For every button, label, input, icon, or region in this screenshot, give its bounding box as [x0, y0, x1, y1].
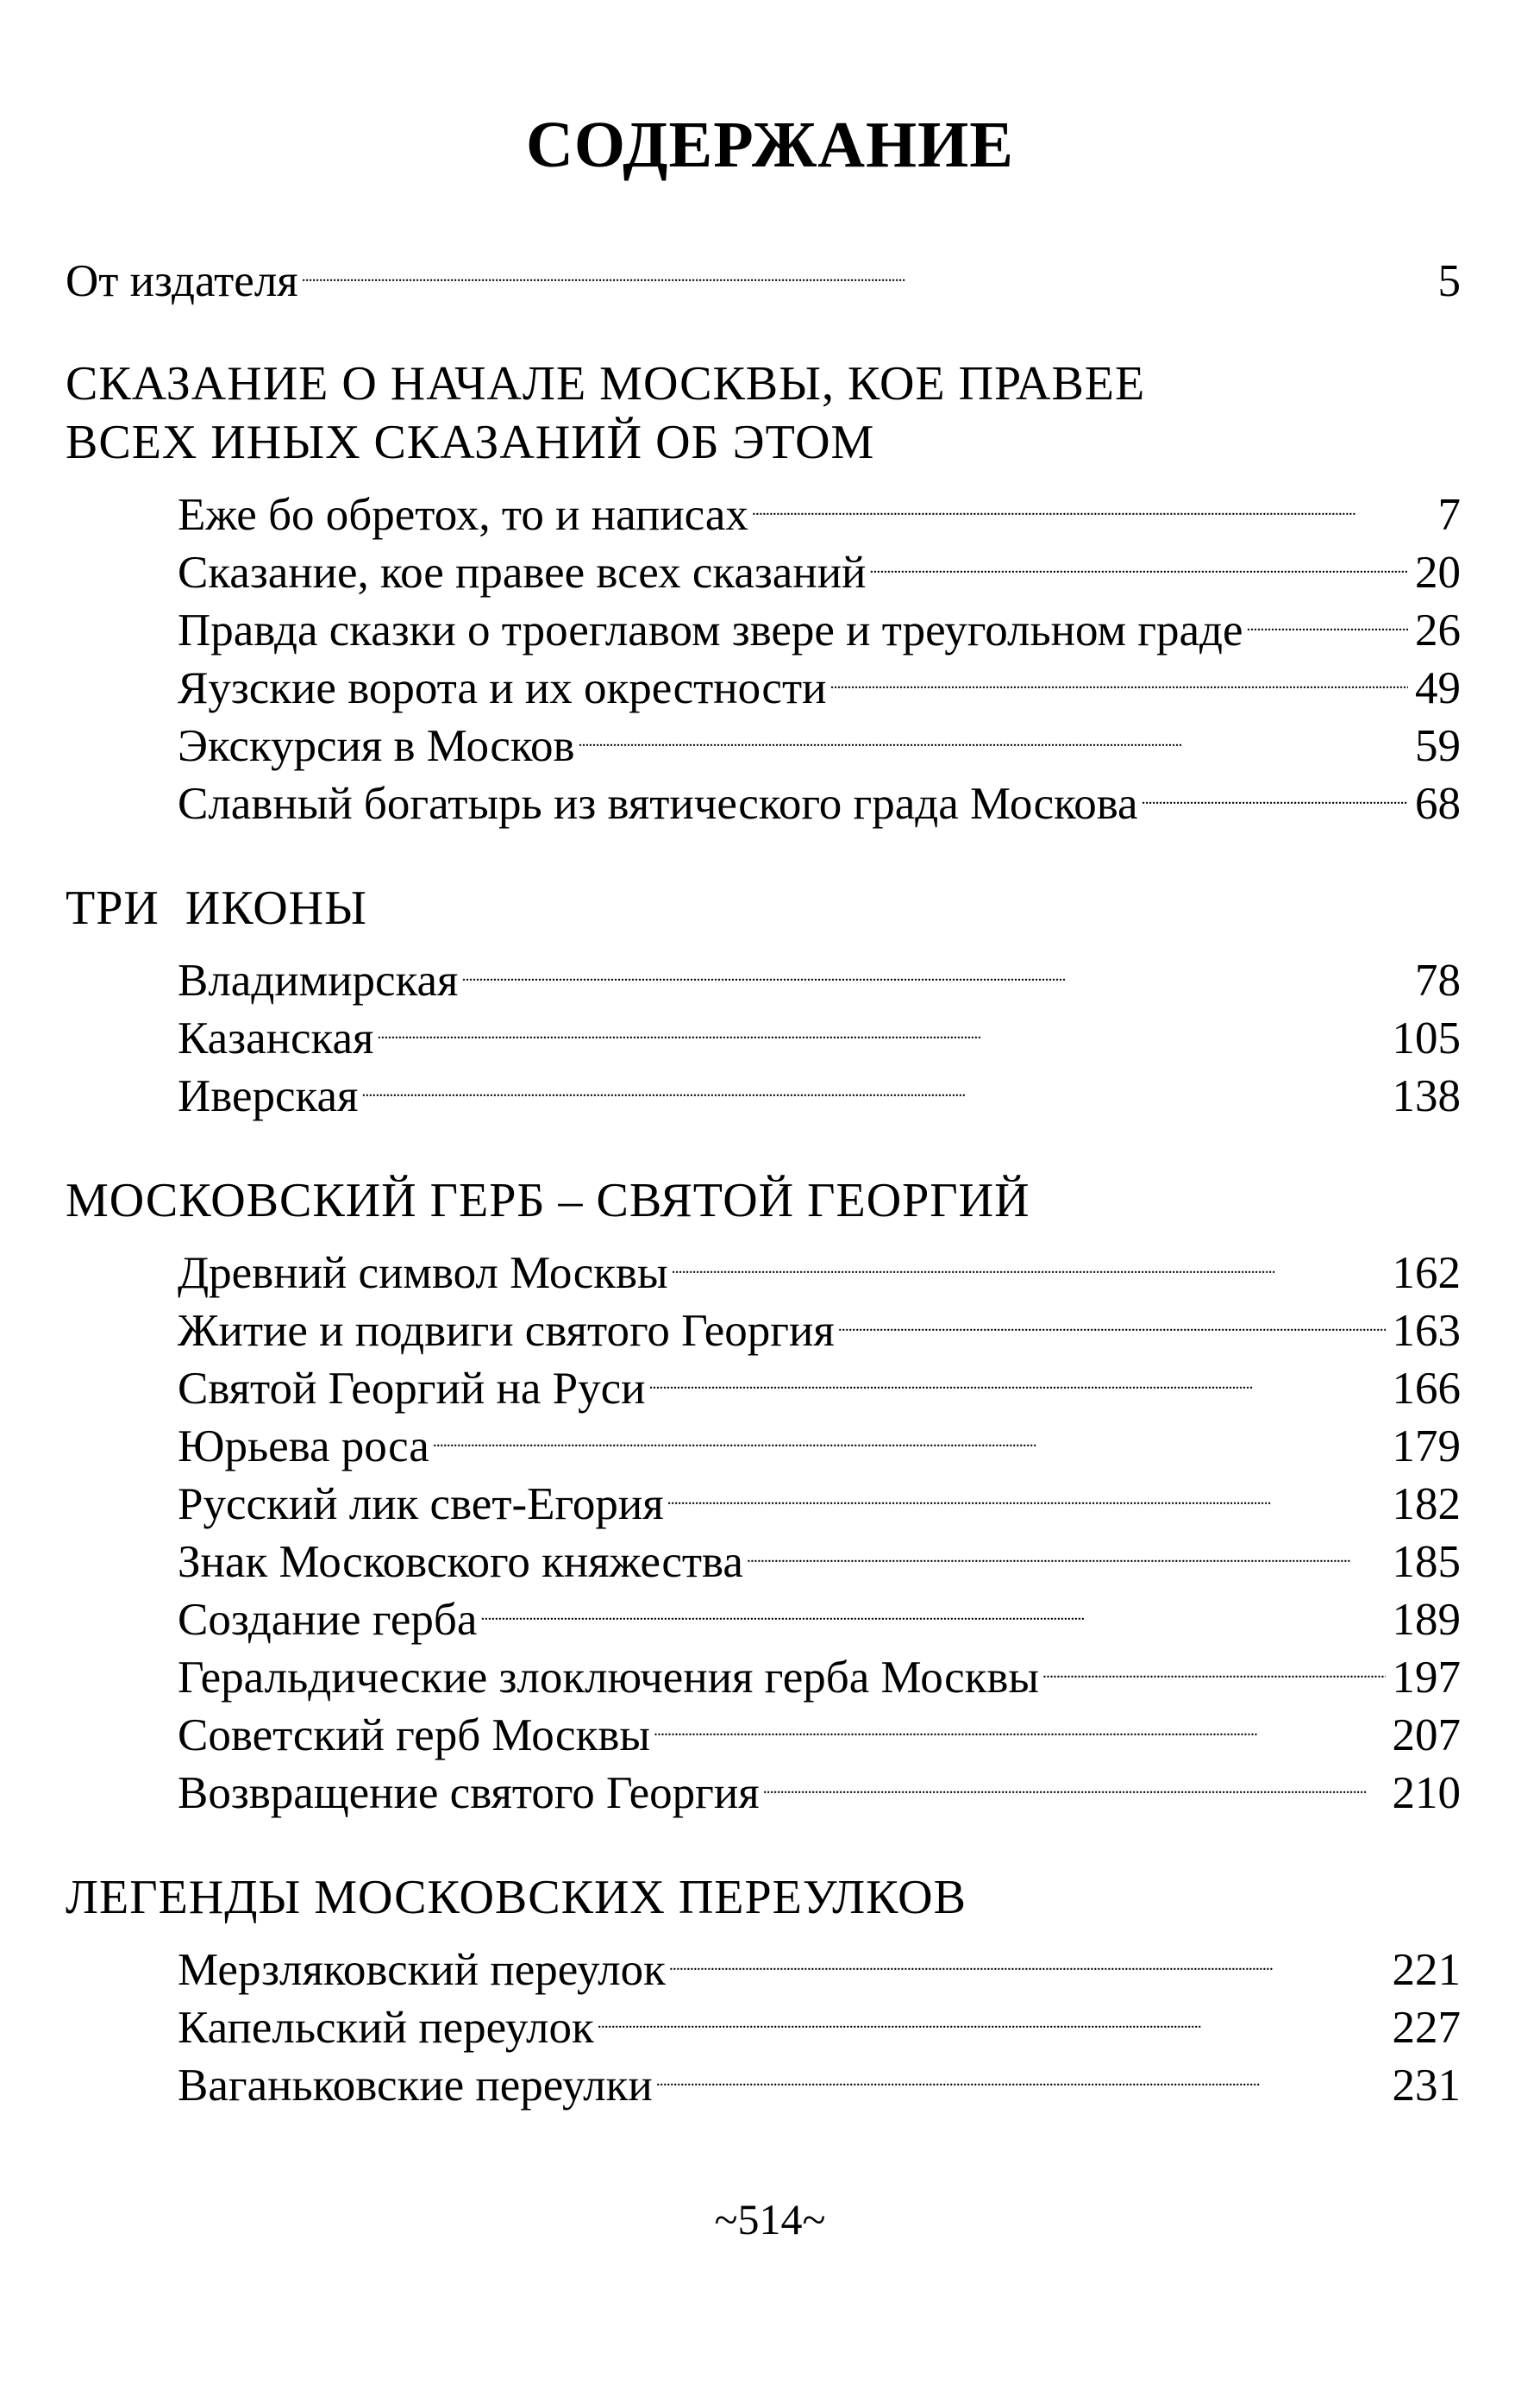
- toc-entry-label: Правда сказки о троеглавом звере и треугольном граде: [178, 605, 1243, 656]
- dot-leader: [433, 1403, 1386, 1461]
- toc-entry-page: 182: [1392, 1479, 1461, 1529]
- section-heading: ЛЕГЕНДЫ МОСКОВСКИХ ПЕРЕУЛКОВ: [66, 1871, 967, 1924]
- page-number: ~514~: [714, 2195, 826, 2243]
- toc-entry-page: 207: [1392, 1710, 1461, 1760]
- toc-entry-label: Геральдические злоключения герба Москвы: [178, 1653, 1040, 1703]
- toc-entry-page: 227: [1392, 2003, 1461, 2053]
- dot-leader: [747, 1519, 1386, 1577]
- toc-entry-label: Иверская: [178, 1071, 359, 1121]
- toc-entry-intro[interactable]: [66, 238, 1461, 306]
- toc-entry-label: Яузские ворота и их окрестности: [178, 663, 827, 713]
- toc-entry-page: 197: [1392, 1653, 1461, 1703]
- toc-entry[interactable]: [66, 1230, 1461, 1298]
- toc-entry-label: Экскурсия в Москов: [178, 721, 575, 771]
- toc-entry-label: Древний символ Москвы: [178, 1248, 668, 1298]
- toc-entry-page: 5: [1437, 256, 1461, 306]
- toc-entry-label: Славный богатырь из вятического града Москова: [178, 779, 1138, 829]
- dot-leader: [672, 1230, 1386, 1288]
- toc-entry-page: 185: [1392, 1537, 1461, 1587]
- dot-leader: [302, 238, 1431, 296]
- dot-leader: [578, 703, 1408, 761]
- toc-entry[interactable]: [66, 938, 1461, 1006]
- toc-entry-page: 78: [1415, 956, 1461, 1006]
- toc-entry[interactable]: [66, 472, 1461, 540]
- toc-entry-page: 189: [1392, 1595, 1461, 1645]
- section-heading: ВСЕХ ИНЫХ СКАЗАНИЙ ОБ ЭТОМ: [66, 416, 875, 469]
- dot-leader: [461, 938, 1408, 995]
- toc-entry-page: 68: [1415, 779, 1461, 829]
- table-of-contents: [66, 238, 1461, 2111]
- toc-entry-page: 105: [1392, 1013, 1461, 1063]
- dot-leader: [869, 530, 1408, 587]
- toc-entry-label: Еже бо обретох, то и написах: [178, 490, 748, 540]
- toc-entry-label: Русский лик свет-Егория: [178, 1479, 664, 1529]
- toc-entry-page: 138: [1392, 1071, 1461, 1121]
- toc-entry-label: Возвращение святого Георгия: [178, 1768, 760, 1818]
- dot-leader: [667, 1461, 1386, 1519]
- section-heading: МОСКОВСКИЙ ГЕРБ – СВЯТОЙ ГЕОРГИЙ: [66, 1174, 1030, 1227]
- dot-leader: [1142, 761, 1408, 819]
- dot-leader: [1247, 587, 1408, 645]
- toc-entry-page: 179: [1392, 1421, 1461, 1471]
- dot-leader: [377, 995, 1385, 1053]
- dot-leader: [838, 1288, 1386, 1346]
- dot-leader: [669, 1927, 1386, 1985]
- dot-leader: [763, 1750, 1386, 1808]
- toc-entry-label: Мерзляковский переулок: [178, 1945, 666, 1995]
- toc-entry-page: 231: [1392, 2061, 1461, 2111]
- toc-entry-label: Советский герб Москвы: [178, 1710, 650, 1760]
- dot-leader: [648, 1346, 1385, 1403]
- toc-entry-label: Создание герба: [178, 1595, 478, 1645]
- toc-entry-label: Сказание, кое правее всех сказаний: [178, 548, 867, 598]
- section-heading: СКАЗАНИЕ О НАЧАЛЕ МОСКВЫ, КОЕ ПРАВЕЕ: [66, 357, 1146, 411]
- toc-entry-page: 221: [1392, 1945, 1461, 1995]
- toc-entry-label: Казанская: [178, 1013, 374, 1063]
- dot-leader: [1042, 1634, 1385, 1692]
- dot-leader: [598, 1985, 1386, 2042]
- page-title: СОДЕРЖАНИЕ: [526, 109, 1014, 181]
- toc-entry-label: Знак Московского княжества: [178, 1537, 743, 1587]
- toc-entry-label: Житие и подвиги святого Георгия: [178, 1306, 835, 1356]
- dot-leader: [361, 1053, 1385, 1111]
- toc-entry-page: 20: [1415, 548, 1461, 598]
- dot-leader: [829, 645, 1408, 703]
- toc-entry-page: 49: [1415, 663, 1461, 713]
- dot-leader: [752, 472, 1431, 530]
- dot-leader: [656, 2042, 1386, 2100]
- toc-entry[interactable]: [66, 1927, 1461, 1995]
- toc-entry-page: 59: [1415, 721, 1461, 771]
- dot-leader: [480, 1577, 1385, 1634]
- toc-entry-page: 166: [1392, 1364, 1461, 1414]
- toc-entry-page: 163: [1392, 1306, 1461, 1356]
- toc-entry-label: Ваганьковские переулки: [178, 2061, 653, 2111]
- toc-entry-label: От издателя: [66, 256, 298, 306]
- toc-entry-label: Святой Георгий на Руси: [178, 1364, 646, 1414]
- toc-entry-label: Владимирская: [178, 956, 459, 1006]
- toc-entry-page: 162: [1392, 1248, 1461, 1298]
- dot-leader: [654, 1692, 1386, 1750]
- toc-entry-page: 7: [1437, 490, 1461, 540]
- toc-entry-label: Юрьева роса: [178, 1421, 429, 1471]
- toc-entry-page: 26: [1415, 605, 1461, 656]
- section-heading: ТРИ ИКОНЫ: [66, 881, 367, 935]
- toc-entry-label: Капельский переулок: [178, 2003, 594, 2053]
- toc-entry-page: 210: [1392, 1768, 1461, 1818]
